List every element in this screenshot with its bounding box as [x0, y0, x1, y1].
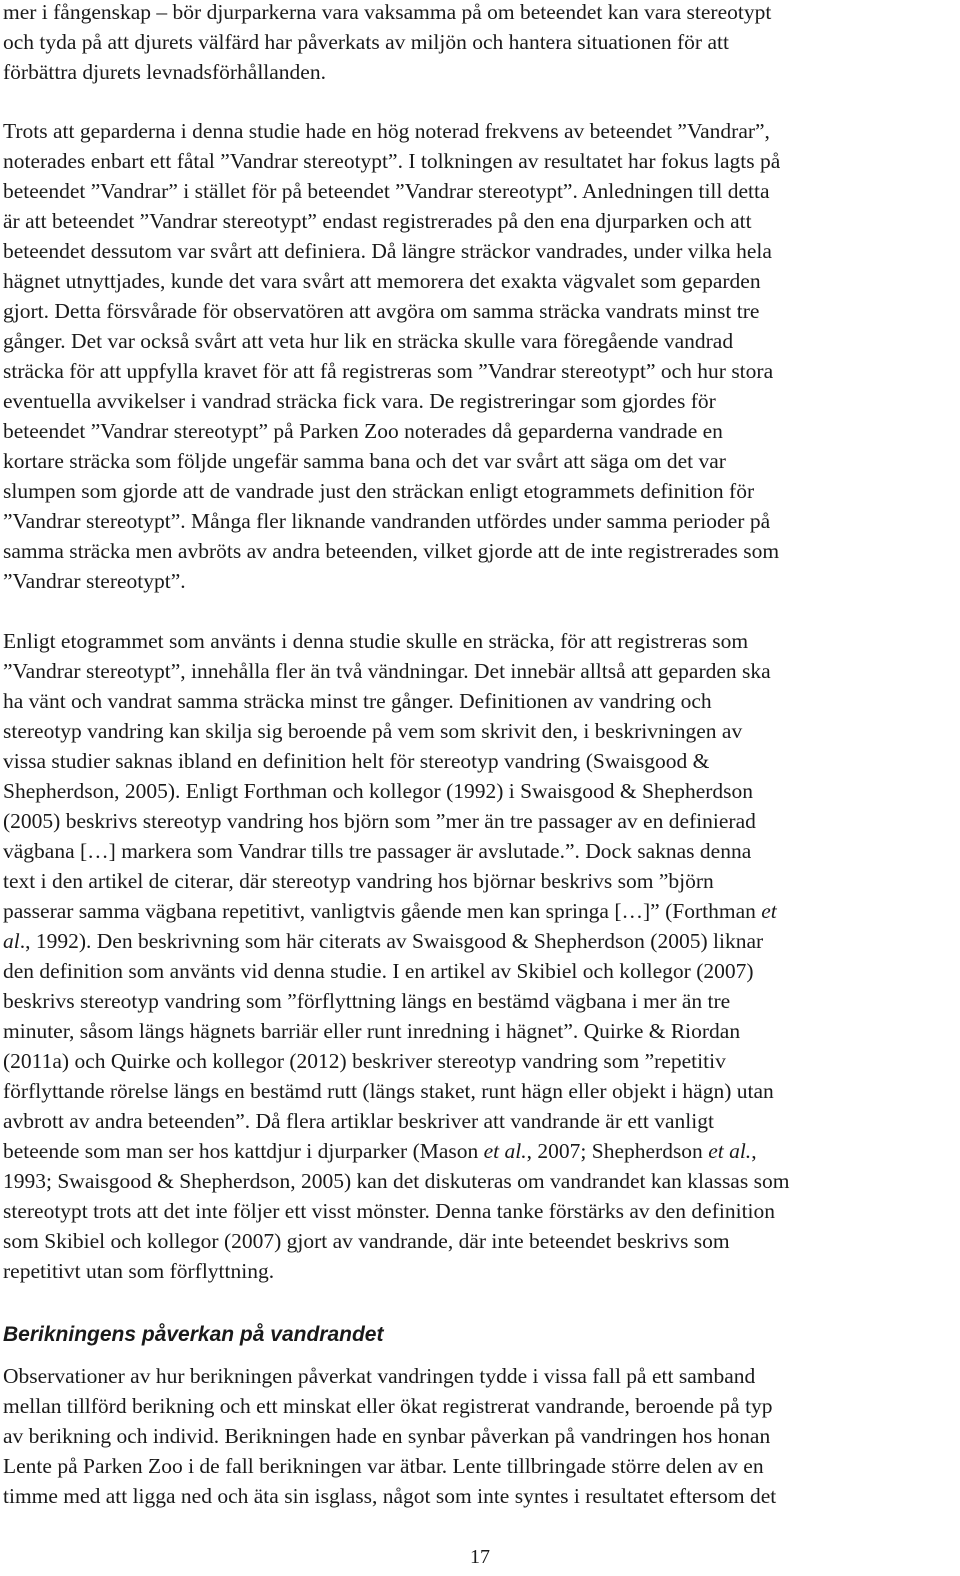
- paragraph-3: [3, 626, 789, 1286]
- text-line: och tyda på att djurets välfärd har påverkats av miljön och hantera situationen för att: [3, 30, 729, 54]
- text-line: gjort. Detta försvårade för observatören att avgöra om samma sträcka vandrats minst tre: [3, 299, 760, 323]
- text-line: timme med att ligga ned och äta sin isglass, något som inte syntes i resultatet eftersom det: [3, 1484, 777, 1508]
- text-line: noterades enbart ett fåtal ”Vandrar stereotypt”. I tolkningen av resultatet har fokus lagts på: [3, 149, 781, 173]
- text-line: Shepherdson, 2005). Enligt Forthman och kollegor (1992) i Swaisgood & Shepherdson: [3, 779, 754, 803]
- text-line: är att beteendet ”Vandrar stereotypt” endast registrerades på den ena djurparken och att: [3, 209, 752, 233]
- section-heading: Berikningens påverkan på vandrandet: [3, 1323, 384, 1346]
- text-line: Observationer av hur berikningen påverkat vandringen tydde i vissa fall på ett samband: [3, 1364, 756, 1388]
- text-line: förbättra djurets levnadsförhållanden.: [3, 60, 326, 84]
- text-line: (2011a) och Quirke och kollegor (2012) beskriver stereotyp vandring som ”repetitiv: [3, 1049, 726, 1073]
- page-number: 17: [470, 1546, 490, 1568]
- italic-fragment: et: [761, 899, 777, 923]
- paragraph-4: [3, 1361, 776, 1511]
- text-fragment: beteende som man ser hos kattdjur i djurparker (Mason: [3, 1139, 484, 1163]
- text-line: beskrivs stereotyp vandring som ”förflyttning längs en bestämd vägbana i mer än tre: [3, 989, 731, 1013]
- text-line: [3, 926, 789, 956]
- text-line: ”Vandrar stereotypt”.: [3, 569, 186, 593]
- text-line: sträcka för att uppfylla kravet för att få registreras som ”Vandrar stereotypt” och hur stora: [3, 359, 774, 383]
- text-line: beteendet dessutom var svårt att definiera. Då längre sträckor vandrades, under vilka hela: [3, 239, 772, 263]
- text-line: 1993; Swaisgood & Shepherdson, 2005) kan det diskuteras om vandrandet kan klassas som: [3, 1169, 790, 1193]
- text-fragment: ,: [751, 1139, 757, 1163]
- italic-fragment: et al.: [708, 1139, 752, 1163]
- text-line: förflyttande rörelse längs en bestämd rutt (längs staket, runt hägn eller objekt i hägn) utan: [3, 1079, 774, 1103]
- text-line: mellan tillförd berikning och ett minskat eller ökat registrerat vandrande, beroende på typ: [3, 1394, 773, 1418]
- text-line: repetitivt utan som förflyttning.: [3, 1259, 275, 1283]
- text-line: text i den artikel de citerar, där stereotyp vandring hos björnar beskrivs som ”björn: [3, 869, 714, 893]
- text-line: minuter, såsom längs hägnets barriär eller runt inredning i hägnet”. Quirke & Riordan: [3, 1019, 741, 1043]
- text-line: vissa studier saknas ibland en definition helt för stereotyp vandring (Swaisgood &: [3, 749, 710, 773]
- paragraph-1: [3, 0, 771, 87]
- text-line: beteendet ”Vandrar stereotypt” på Parken Zoo noterades då geparderna vandrade en: [3, 419, 723, 443]
- text-line: mer i fångenskap – bör djurparkerna vara vaksamma på om beteendet kan vara stereotypt: [3, 0, 772, 24]
- italic-fragment: al: [3, 929, 20, 953]
- text-line: Trots att geparderna i denna studie hade en hög noterad frekvens av beteendet ”Vandrar”,: [3, 119, 770, 143]
- text-fragment: passerar samma vägbana repetitivt, vanligtvis gående men kan springa […]” (Forthman: [3, 899, 762, 923]
- text-line: stereotypt trots att det inte följer ett visst mönster. Denna tanke förstärks av den definition: [3, 1199, 776, 1223]
- text-line: Enligt etogrammet som använts i denna studie skulle en sträcka, för att registreras som: [3, 629, 749, 653]
- text-line: stereotyp vandring kan skilja sig beroende på vem som skrivit den, i beskrivningen av: [3, 719, 743, 743]
- text-line: (2005) beskrivs stereotyp vandring hos björn som ”mer än tre passager av en definierad: [3, 809, 756, 833]
- text-line: som Skibiel och kollegor (2007) gjort av vandrande, där inte beteendet beskrivs som: [3, 1229, 730, 1253]
- text-line: slumpen som gjorde att de vandrade just den sträckan enligt etogrammets definition för: [3, 479, 755, 503]
- text-line: kortare sträcka som följde ungefär samma bana och det var svårt att säga om det var: [3, 449, 726, 473]
- text-line: ”Vandrar stereotypt”, innehålla fler än två vändningar. Det innebär alltså att geparden ska: [3, 659, 771, 683]
- text-fragment: ., 1992). Den beskrivning som här citerats av Swaisgood & Shepherdson (2005) liknar: [19, 929, 764, 953]
- text-line: av berikning och individ. Berikningen hade en synbar påverkan på vandringen hos honan: [3, 1424, 771, 1448]
- text-line: ”Vandrar stereotypt”. Många fler liknande vandranden utfördes under samma perioder på: [3, 509, 771, 533]
- text-line: den definition som använts vid denna studie. I en artikel av Skibiel och kollegor (2007): [3, 959, 754, 983]
- text-line: samma sträcka men avbröts av andra beteenden, vilket gjorde att de inte registrerades som: [3, 539, 780, 563]
- text-line: beteendet ”Vandrar” i stället för på beteendet ”Vandrar stereotypt”. Anledningen till detta: [3, 179, 770, 203]
- text-line: Lente på Parken Zoo i de fall berikningen var ätbar. Lente tillbringade större delen av en: [3, 1454, 764, 1478]
- text-fragment: , 2007; Shepherdson: [526, 1139, 709, 1163]
- text-line: ha vänt och vandrat samma sträcka minst tre gånger. Definitionen av vandring och: [3, 689, 712, 713]
- text-line: [3, 1136, 789, 1166]
- paragraph-2: [3, 116, 780, 596]
- text-line: avbrott av andra beteenden”. Då flera artiklar beskriver att vandrande är ett vanligt: [3, 1109, 714, 1133]
- text-line: [3, 896, 789, 926]
- text-line: vägbana […] markera som Vandrar tills tre passager är avslutade.”. Dock saknas denna: [3, 839, 752, 863]
- text-line: gånger. Det var också svårt att veta hur lik en sträcka skulle vara föregående vandrad: [3, 329, 734, 353]
- italic-fragment: et al.: [483, 1139, 527, 1163]
- text-line: hägnet utnyttjades, kunde det vara svårt att memorera det exakta vägvalet som geparden: [3, 269, 761, 293]
- text-line: eventuella avvikelser i vandrad sträcka fick vara. De registreringar som gjordes för: [3, 389, 716, 413]
